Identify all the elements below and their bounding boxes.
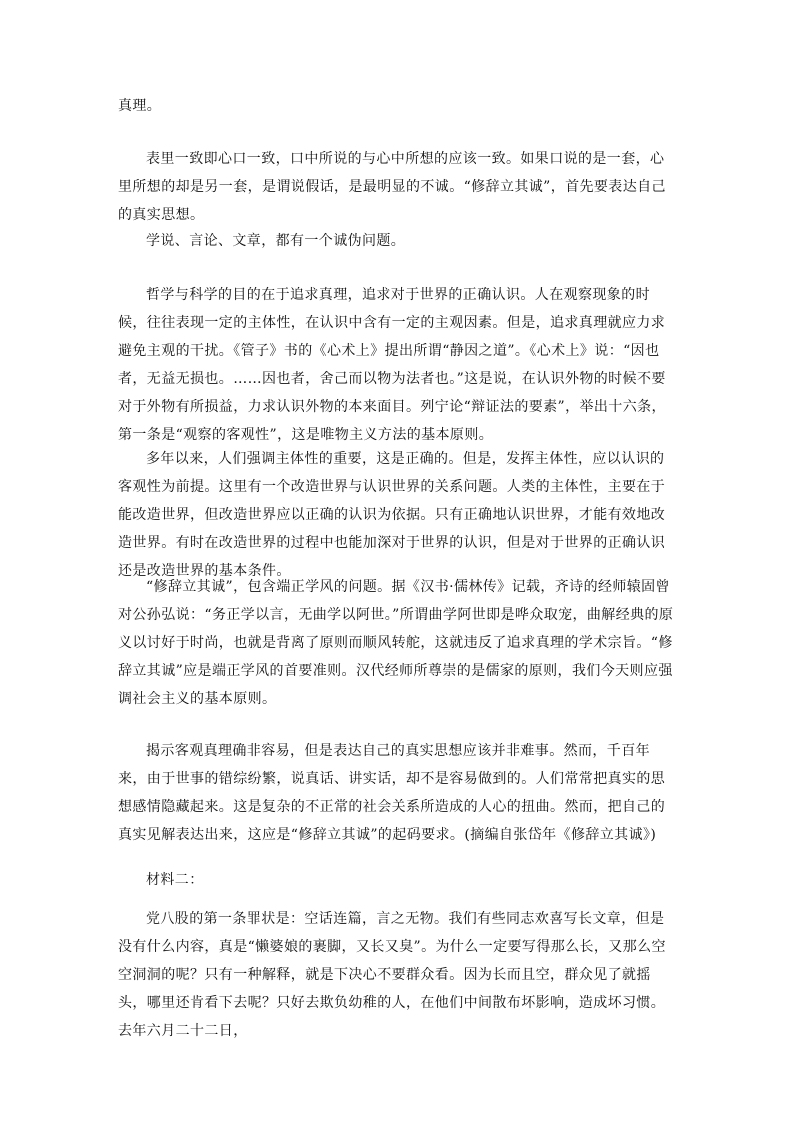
paragraph: 党八股的第一条罪状是：空话连篇，言之无物。我们有些同志欢喜写长文章，但是没有什么内容，真是“懒婆娘的裹脚，又长又臭”。为什么一定要写得那么长，又那么空空洞洞的呢？只有一种解释，就是下决心不要群众看。因为长而且空，群众见了就摇头，哪里还肯看下去呢？只好去欺负幼稚的人，在他们中间散布坏影响，造成坏习惯。去年六月二十二日，: [118, 911, 666, 1039]
paragraph: 多年以来，人们强调主体性的重要，这是正确的。但是，发挥主体性，应以认识的客观性为前提。这里有一个改造世界与认识世界的关系问题。人类的主体性，主要在于能改造世界，但改造世界应以正确的认识为依据。只有正确地认识世界，才能有效地改造世界。有时在改造世界的过程中也能加深对于世界的认识，但是对于世界的正确认识还是改造世界的基本条件。: [118, 451, 666, 579]
paragraph: “修辞立其诚”，包含端正学风的问题。据《汉书·儒林传》记载，齐诗的经师辕固曾对公孙弘说：“务正学以言，无曲学以阿世。”所谓曲学阿世即是哗众取宠，曲解经典的原义以讨好于时尚，也就是背离了原则而顺风转舵，这就违反了追求真理的学术宗旨。“修辞立其诚”应是端正学风的首要准则。汉代经师所尊崇的是儒家的原则，我们今天则应强调社会主义的基本原则。: [118, 579, 674, 707]
paragraph: 学说、言论、文章，都有一个诚伪问题。: [146, 233, 406, 249]
paragraph: 揭示客观真理确非容易，但是表达自己的真实思想应该并非难事。然而，千百年来，由于世事的错综纷繁，说真话、讲实话，却不是容易做到的。人们常常把真实的思想感情隐藏起来。这是复杂的不正常的社会关系所造成的人心的扭曲。然而，把自己的真实见解表达出来，这应是“修辞立其诚”的起码要求。(摘编自张岱年《修辞立其诚》): [118, 743, 666, 843]
section-heading: 材料二：: [146, 872, 204, 888]
paragraph-continuation: 真理。: [118, 98, 162, 114]
paragraph: 哲学与科学的目的在于追求真理，追求对于世界的正确认识。人在观察现象的时候，往往表现一定的主体性，在认识中含有一定的主观因素。但是，追求真理就应力求避免主观的干扰。《管子》书的《心术上》提出所谓“静因之道”。《心术上》说：“因也者，无益无损也。……因也者，舍己而以物为法者也。”这是说，在认识外物的时候不要对于外物有所损益，力求认识外物的本来面目。列宁论“辩证法的要素”，举出十六条，第一条是“观察的客观性”，这是唯物主义方法的基本原则。: [118, 287, 666, 443]
paragraph: 表里一致即心口一致，口中所说的与心中所想的应该一致。如果口说的是一套，心里所想的却是另一套，是谓说假话，是最明显的不诚。“修辞立其诚”，首先要表达自己的真实思想。: [118, 151, 666, 223]
